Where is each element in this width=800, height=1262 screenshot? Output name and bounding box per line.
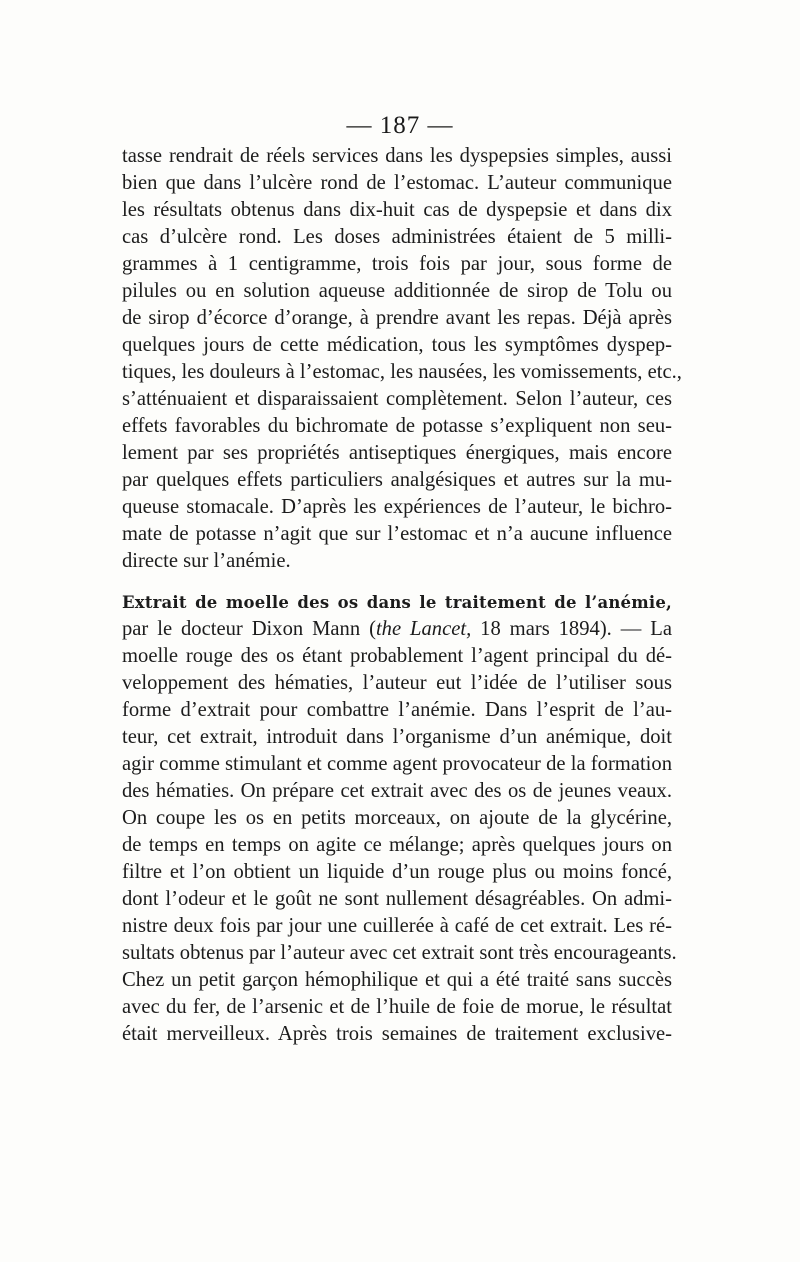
byline-date: 18 mars 1894). — La [471, 618, 673, 640]
text-line: Chez un petit garçon hémophilique et qui a été traité sans succès [122, 969, 672, 991]
text-line: nistre deux fois par jour une cuillerée à café de cet extrait. Les ré- [122, 915, 672, 937]
text-line: lement par ses propriétés antiseptiques énergiques, mais encore [122, 442, 672, 464]
text-line: était merveilleux. Après trois semaines de traitement exclusive- [122, 1023, 672, 1045]
text-line: s’atténuaient et disparaissaient complètement. Selon l’auteur, ces [122, 388, 672, 410]
text-line: tasse rendrait de réels services dans les dyspepsies simples, aussi [122, 145, 672, 167]
text-line: veloppement des hématies, l’auteur eut l’idée de l’utiliser sous [122, 672, 672, 694]
journal-title: the Lancet, [375, 618, 472, 640]
text-line: les résultats obtenus dans dix-huit cas de dyspepsie et dans dix [122, 199, 672, 221]
byline-author: par le docteur Dixon Mann ( [122, 618, 376, 640]
text-line: de sirop d’écorce d’orange, à prendre avant les repas. Déjà après [122, 307, 672, 329]
text-line: directe sur l’anémie. [122, 550, 291, 572]
text-line: bien que dans l’ulcère rond de l’estomac. L’auteur communique [122, 172, 672, 194]
paragraph-bichromate [122, 143, 682, 575]
section-heading: Extrait de moelle des os dans le traitement de l’anémie, [122, 593, 672, 612]
text-line: filtre et l’on obtient un liquide d’un rouge plus ou moins foncé, [122, 861, 672, 883]
text-line: queuse stomacale. D’après les expériences de l’auteur, le bichro- [122, 496, 672, 518]
page-number: — 187 — [346, 112, 454, 139]
byline-line [122, 616, 672, 643]
text-line: forme d’extrait pour combattre l’anémie. Dans l’esprit de l’au- [122, 699, 672, 721]
paragraph-bone-marrow [122, 589, 677, 1048]
text-line: effets favorables du bichromate de potasse s’expliquent non seu- [122, 415, 672, 437]
text-line: cas d’ulcère rond. Les doses administrées étaient de 5 milli- [122, 226, 672, 248]
text-line: pilules ou en solution aqueuse additionnée de sirop de Tolu ou [122, 280, 672, 302]
text-line: sultats obtenus par l’auteur avec cet extrait sont très encourageants. [122, 942, 677, 964]
text-line: agir comme stimulant et comme agent provocateur de la formation [122, 753, 672, 775]
text-line: mate de potasse n’agit que sur l’estomac et n’a aucune influence [122, 523, 672, 545]
text-line: moelle rouge des os étant probablement l’agent principal du dé- [122, 645, 672, 667]
text-line: de temps en temps on agite ce mélange; après quelques jours on [122, 834, 672, 856]
text-line: tiques, les douleurs à l’estomac, les nausées, les vomissements, etc., [122, 361, 682, 383]
text-line: teur, cet extrait, introduit dans l’organisme d’un anémique, doit [122, 726, 672, 748]
text-line: On coupe les os en petits morceaux, on ajoute de la glycérine, [122, 807, 672, 829]
text-line: quelques jours de cette médication, tous les symptômes dyspep- [122, 334, 672, 356]
text-line: des hématies. On prépare cet extrait avec des os de jeunes veaux. [122, 780, 672, 802]
text-line: dont l’odeur et le goût ne sont nullement désagréables. On admi- [122, 888, 672, 910]
text-line: avec du fer, de l’arsenic et de l’huile de foie de morue, le résultat [122, 996, 672, 1018]
text-line: grammes à 1 centigramme, trois fois par jour, sous forme de [122, 253, 672, 275]
section-heading-line [122, 589, 672, 616]
text-line: par quelques effets particuliers analgésiques et autres sur la mu- [122, 469, 672, 491]
